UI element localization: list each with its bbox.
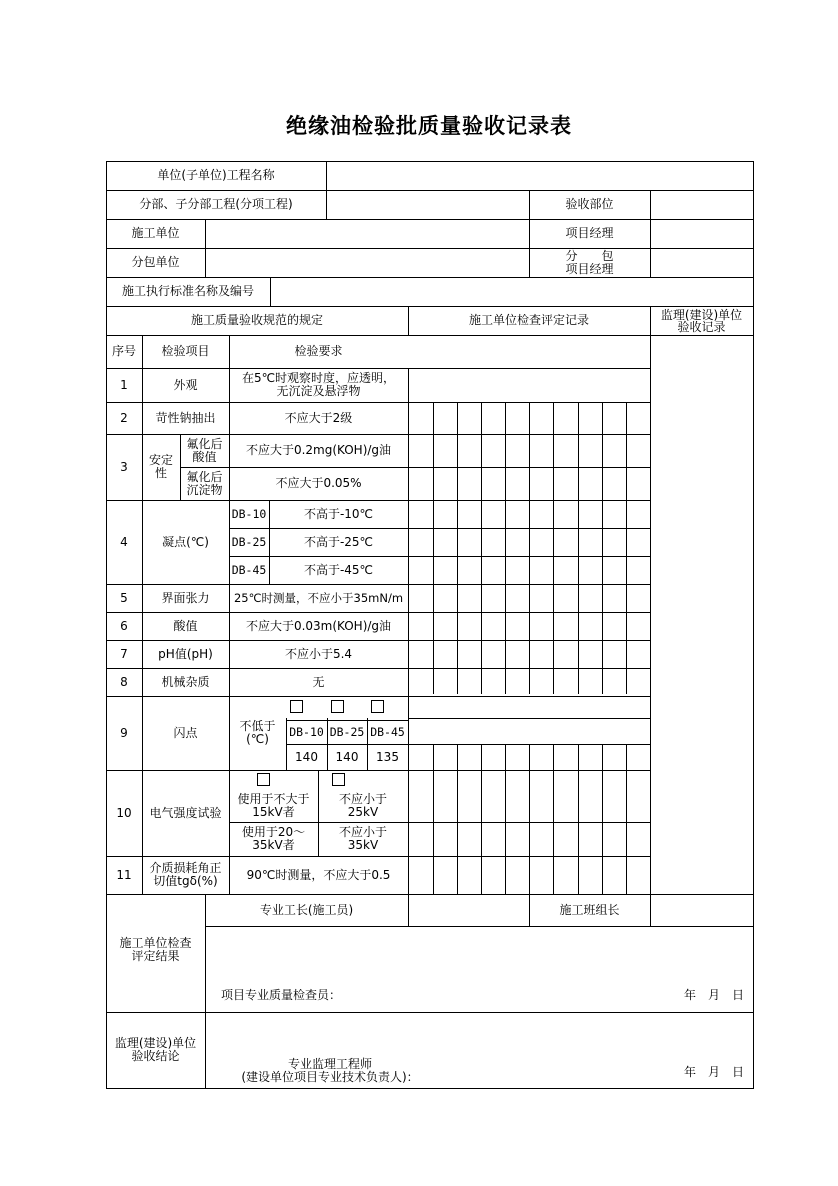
- grid-line: [578, 402, 579, 694]
- unit-project-label: 单位(子单位)工程名称: [157, 168, 275, 182]
- item-line: 介质损耗角正: [149, 861, 222, 875]
- grid-line: [205, 926, 753, 927]
- item-acid-value: 酸值: [173, 618, 198, 633]
- flash-point-label: [229, 710, 286, 756]
- grid-line: [650, 306, 651, 895]
- sub-item-sediment: [180, 467, 229, 500]
- construction-unit-label: 施工单位: [131, 226, 180, 240]
- label-line: (建设单位项目专业技术负责人)：: [241, 1070, 419, 1084]
- grid-line: [626, 402, 627, 694]
- flash-point-value: 140: [295, 749, 318, 764]
- requirement-acid-value: 不应大于0.2mg(KOH)/g油: [245, 443, 392, 457]
- grid-line: [481, 744, 482, 894]
- grid-line: [457, 402, 458, 694]
- label-line: (℃): [246, 732, 269, 746]
- grid-line: [505, 402, 506, 694]
- row-number: 10: [116, 805, 132, 820]
- requirement-dielectric-loss: 90℃时测量，不应大于0.5: [246, 867, 391, 882]
- checkbox[interactable]: [257, 773, 270, 786]
- requirement-column-header: 检验要求: [294, 344, 343, 358]
- label-line: 监理(建设)单位: [114, 1036, 197, 1050]
- supervision-header-line2: 验收记录: [677, 319, 726, 334]
- checkbox[interactable]: [290, 700, 303, 713]
- row-number: 3: [120, 459, 128, 474]
- grid-line: [326, 161, 327, 220]
- item-line: 性: [154, 466, 167, 480]
- grid-line: [106, 1012, 753, 1013]
- grid-line: [753, 161, 754, 1089]
- grid-line: [578, 744, 579, 894]
- grid-line: [650, 190, 651, 278]
- requirement-appearance: [229, 368, 408, 402]
- grid-line: [457, 744, 458, 894]
- grade-label: DB-45: [231, 562, 267, 577]
- grid-line: [626, 744, 627, 894]
- voltage-requirement: [318, 822, 408, 856]
- record-column-header: 施工单位检查评定记录: [468, 313, 589, 327]
- item-interfacial-tension: 界面张力: [161, 590, 210, 605]
- row-number: 2: [120, 410, 128, 425]
- item-appearance: 外观: [173, 377, 198, 392]
- voltage-requirement: [318, 790, 408, 822]
- requirement-line: 无沉淀及悬浮物: [276, 384, 361, 398]
- checkbox[interactable]: [371, 700, 384, 713]
- requirement-ph-value: 不应小于5.4: [284, 646, 353, 661]
- grid-line: [433, 744, 434, 894]
- grade-label: DB-25: [329, 724, 365, 739]
- item-line: 安定: [148, 453, 173, 467]
- requirement-mechanical-impurities: 无: [312, 674, 325, 689]
- flash-point-value: 135: [376, 749, 399, 764]
- label-line: 专业监理工程师: [287, 1057, 372, 1071]
- voltage-condition: [229, 822, 318, 856]
- grade-label: DB-10: [231, 506, 267, 521]
- item-dielectric-strength: 电气强度试验: [149, 805, 222, 820]
- grid-line: [106, 1088, 753, 1089]
- subcontract-unit-label: 分包单位: [131, 255, 180, 269]
- row-number: 7: [120, 646, 128, 661]
- grid-line: [408, 368, 409, 894]
- grade-label: DB-10: [289, 724, 324, 739]
- grid-line: [553, 744, 554, 894]
- requirement-line: 25kV: [347, 805, 379, 819]
- grade-label: DB-45: [370, 724, 405, 739]
- page-title: 绝缘油检验批质量验收记录表: [286, 113, 572, 138]
- grade-label: DB-25: [231, 534, 267, 549]
- voltage-condition: [229, 790, 318, 822]
- requirement-caustic-soda: 不应大于2级: [284, 410, 353, 425]
- condition-line: 使用于不大于: [237, 792, 310, 806]
- label-line: 评定结果: [131, 949, 180, 963]
- checkbox[interactable]: [331, 700, 344, 713]
- spec-column-header: 施工质量验收规范的规定: [190, 313, 323, 327]
- label-line: 施工单位检查: [119, 936, 192, 950]
- row-number: 8: [120, 674, 128, 689]
- subcontract-pm-line1: 分 包: [565, 248, 614, 263]
- grid-line: [205, 219, 206, 278]
- requirement-sediment: 不应大于0.05%: [275, 476, 362, 490]
- row-number: 6: [120, 618, 128, 633]
- requirement-line: 不应小于: [338, 825, 387, 839]
- row-number: 9: [120, 725, 128, 740]
- item-mechanical-impurities: 机械杂质: [161, 674, 210, 689]
- label-line: 不低于: [239, 719, 276, 733]
- grid-line: [408, 718, 650, 719]
- item-pour-point: 凝点(℃): [162, 534, 209, 549]
- checkbox[interactable]: [332, 773, 345, 786]
- row-number: 1: [120, 377, 128, 392]
- grid-line: [650, 894, 651, 926]
- row-number: 5: [120, 590, 128, 605]
- sub-item-line: 氟化后: [186, 469, 223, 484]
- condition-line: 使用于20～: [241, 825, 306, 839]
- item-ph-value: pH值(pH): [158, 646, 213, 661]
- sub-item-line: 沉淀物: [186, 482, 223, 497]
- subcontract-pm-label: [529, 248, 650, 277]
- acceptance-part-label: 验收部位: [565, 197, 614, 211]
- grid-line: [602, 402, 603, 694]
- supervising-engineer-label: [230, 1056, 430, 1086]
- team-leader-label: 施工班组长: [559, 902, 620, 917]
- sub-item-line: 酸值: [192, 449, 217, 464]
- quality-inspector-label: 项目专业质量检查员：: [221, 987, 342, 1002]
- item-column-header: 检验项目: [161, 344, 210, 358]
- requirement-acid-value: 不应大于0.03m(KOH)/g油: [245, 618, 392, 633]
- grid-line: [408, 894, 409, 926]
- condition-line: 35kV者: [252, 838, 295, 852]
- grid-line: [270, 277, 271, 306]
- no-column-header: 序号: [111, 344, 136, 358]
- grid-line: [481, 402, 482, 694]
- requirement-line: 35kV: [347, 838, 379, 852]
- item-dielectric-loss: [142, 856, 229, 894]
- sub-item-line: 氟化后: [186, 436, 223, 451]
- item-flash-point: 闪点: [173, 725, 198, 740]
- item-caustic-soda: 苛性钠抽出: [155, 410, 216, 425]
- project-manager-label: 项目经理: [565, 226, 614, 240]
- date-label: 年 月 日: [683, 1064, 744, 1079]
- item-line: 切值tgδ(%): [153, 874, 218, 888]
- flash-point-value: 140: [335, 749, 359, 764]
- row-number: 11: [116, 867, 132, 882]
- grid-line: [106, 894, 753, 895]
- requirement-interfacial-tension: 25℃时测量，不应小于35mN/m: [233, 590, 404, 605]
- subcontract-pm-line2: 项目经理: [565, 261, 614, 276]
- pour-point-value: 不高于-45℃: [303, 562, 374, 577]
- row-number: 4: [120, 534, 128, 549]
- sub-project-label: 分部、子分部工程(分项工程): [139, 197, 293, 211]
- condition-line: 15kV者: [252, 805, 295, 819]
- construction-result-label: [106, 930, 205, 970]
- supervision-column-header: [650, 306, 753, 335]
- grid-line: [553, 402, 554, 694]
- requirement-line: 不应小于: [338, 792, 387, 806]
- grid-line: [529, 402, 530, 694]
- pour-point-value: 不高于-25℃: [303, 534, 374, 549]
- grid-line: [433, 402, 434, 694]
- grid-line: [505, 744, 506, 894]
- grid-line: [602, 744, 603, 894]
- sub-item-acid-value: [180, 434, 229, 467]
- requirement-line: 在5℃时观察时度，应透明，: [241, 371, 396, 385]
- label-line: 验收结论: [131, 1049, 180, 1063]
- date-label: 年 月 日: [683, 987, 744, 1002]
- foreman-label: 专业工长(施工员): [259, 902, 354, 917]
- supervision-conclusion-label: [106, 1030, 205, 1070]
- pour-point-value: 不高于-10℃: [303, 506, 374, 521]
- supervision-header-line1: 监理(建设)单位: [660, 307, 743, 322]
- standard-name-label: 施工执行标准名称及编号: [121, 284, 254, 298]
- grid-line: [529, 744, 530, 894]
- item-stability: [142, 434, 180, 500]
